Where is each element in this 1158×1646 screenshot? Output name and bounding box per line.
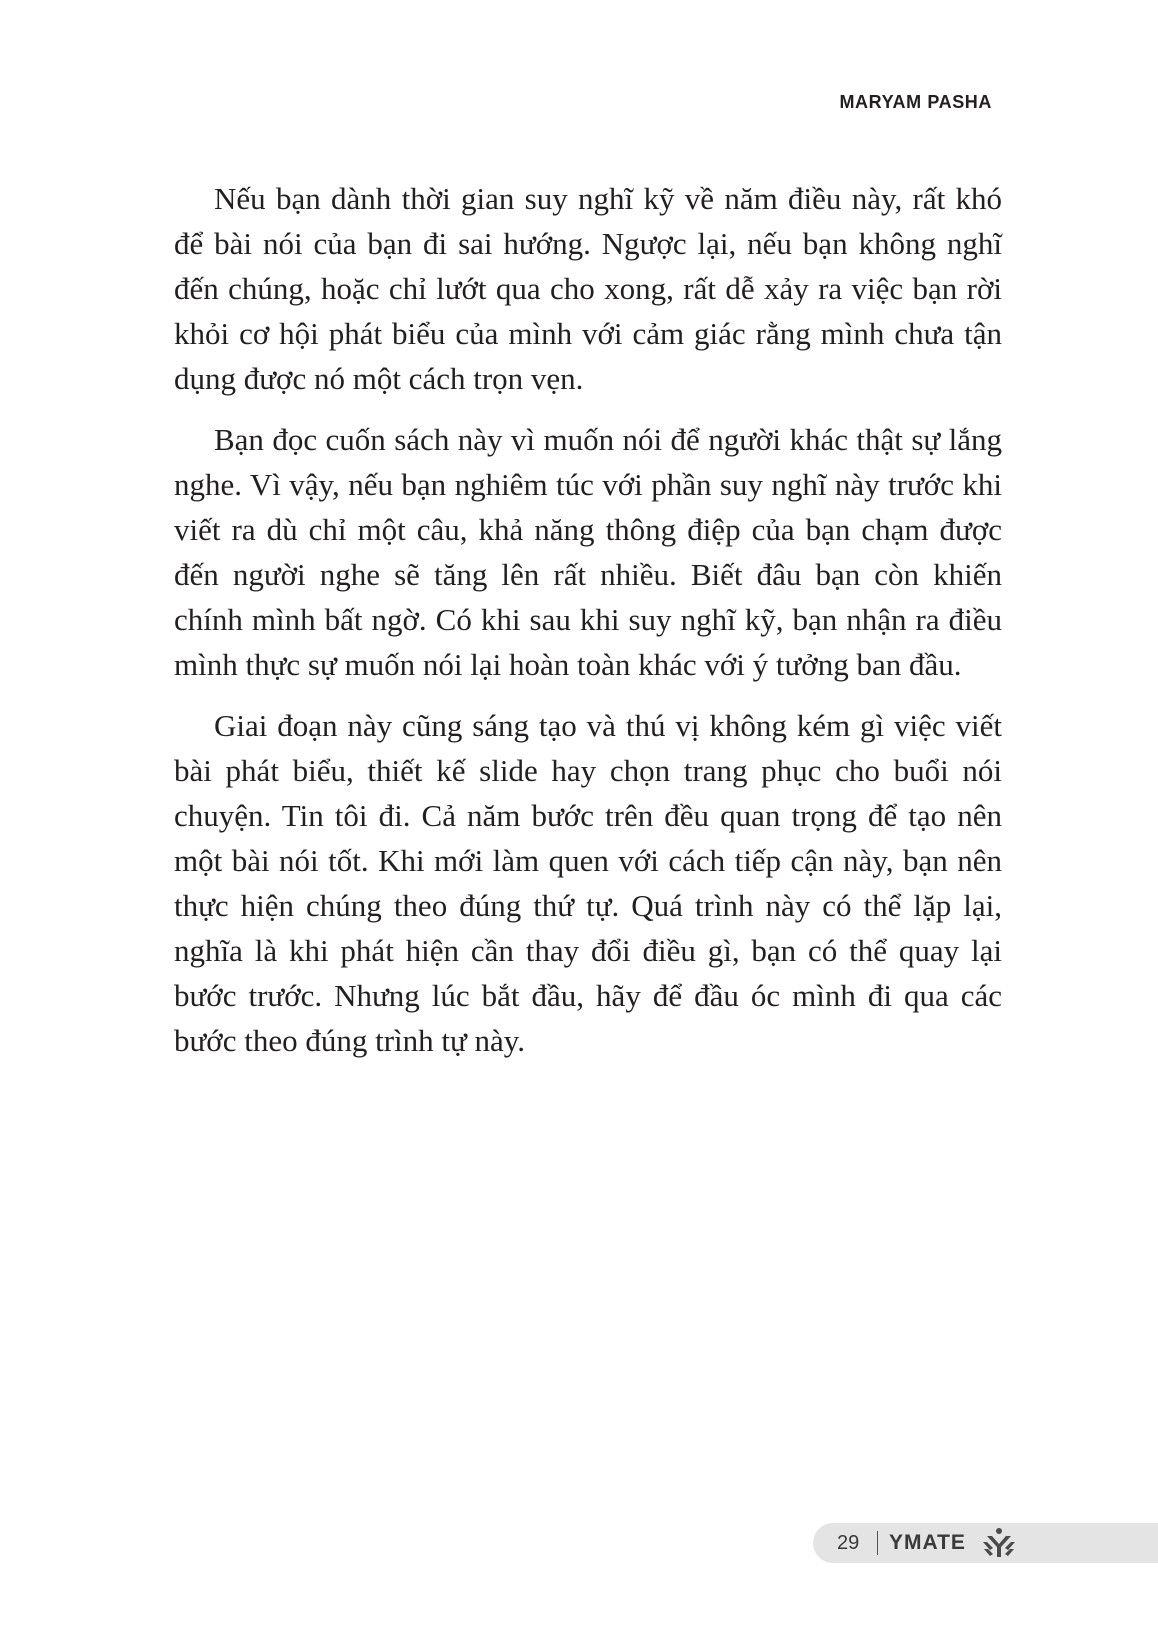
body-paragraph-2: Bạn đọc cuốn sách này vì muốn nói để người khác thật sự lắng nghe. Vì vậy, nếu bạn nghiêm túc với phần suy nghĩ này trước khi viết ra dù chỉ một câu, khả năng thông điệp của bạn chạm được đến người nghe sẽ tăng lên rất nhiều. Biết đâu bạn còn khiến chính mình bất ngờ. Có khi sau khi suy nghĩ kỹ, bạn nhận ra điều mình thực sự muốn nói lại hoàn toàn khác với ý tưởng ban đầu. [174,422,1002,682]
publisher-brand: YMATE [889,1531,966,1554]
running-head-author: MARYAM PASHA [839,92,992,112]
body-paragraph-1: Nếu bạn dành thời gian suy nghĩ kỹ về năm điều này, rất khó để bài nói của bạn đi sai hướng. Ngược lại, nếu bạn không nghĩ đến chúng, hoặc chỉ lướt qua cho xong, rất dễ xảy ra việc bạn rời khỏi cơ hội phát biểu của mình với cảm giác rằng mình chưa tận dụng được nó một cách trọn vẹn. [174,181,1002,396]
page-number: 29 [837,1532,860,1554]
page-body [174,176,1002,1079]
ymate-logo-icon [981,1527,1017,1559]
footer-divider [877,1531,878,1555]
footer-tab [813,1523,1158,1563]
body-paragraph-3: Giai đoạn này cũng sáng tạo và thú vị không kém gì việc viết bài phát biểu, thiết kế slide hay chọn trang phục cho buổi nói chuyện. Tin tôi đi. Cả năm bước trên đều quan trọng để tạo nên một bài nói tốt. Khi mới làm quen với cách tiếp cận này, bạn nên thực hiện chúng theo đúng thứ tự. Quá trình này có thể lặp lại, nghĩa là khi phát hiện cần thay đổi điều gì, bạn có thể quay lại bước trước. Nhưng lúc bắt đầu, hãy để đầu óc mình đi qua các bước theo đúng trình tự này. [174,708,1002,1058]
